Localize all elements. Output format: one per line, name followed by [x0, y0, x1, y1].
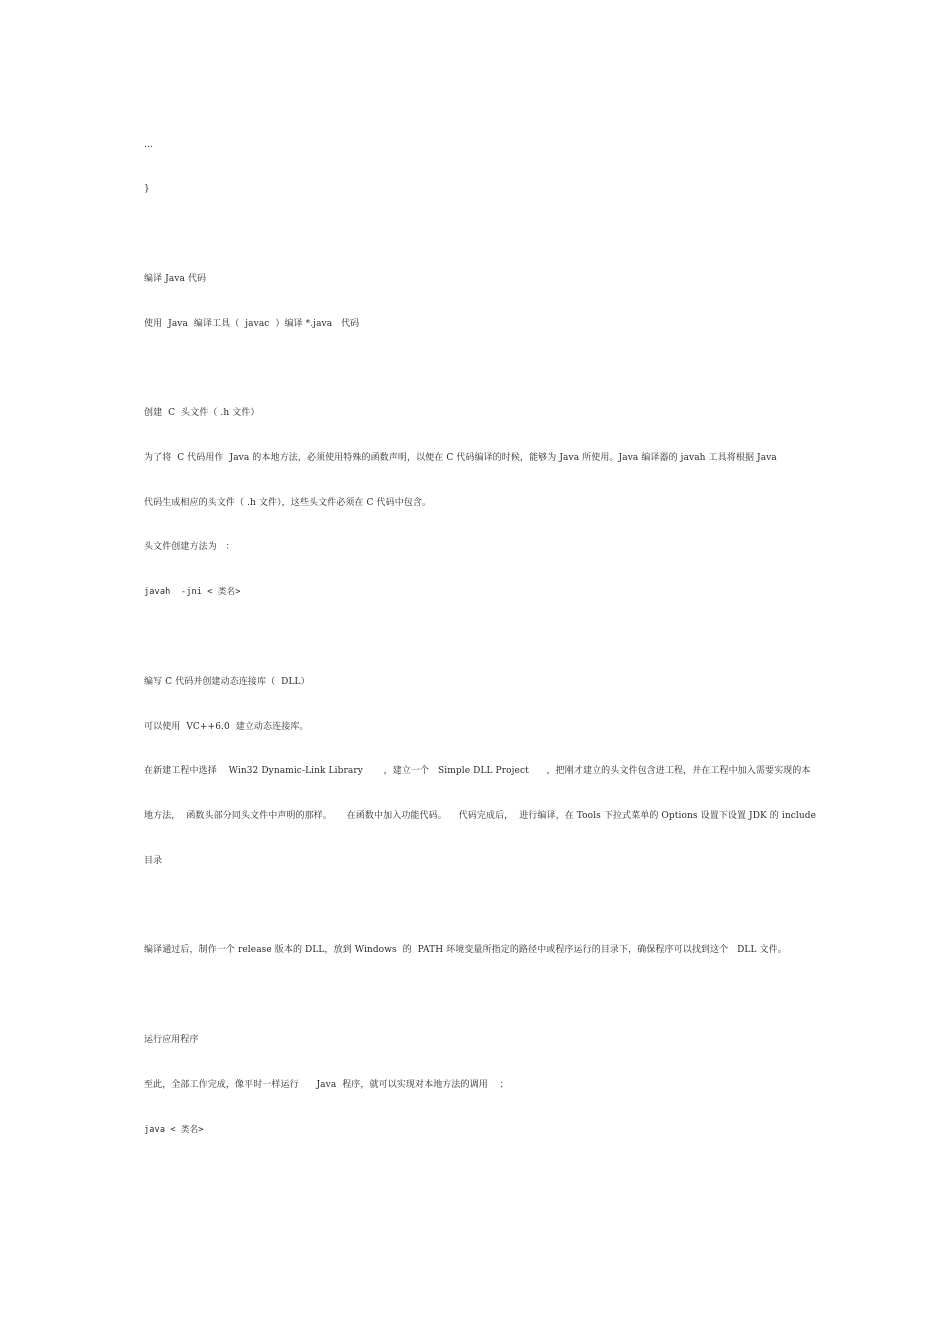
paragraph-compile-java: 使用 Java 编译工具（ javac ）编译 *.java 代码 — [144, 319, 360, 329]
paragraph-write-c-line4: 目录 — [144, 856, 163, 866]
ellipsis-text: … — [144, 140, 154, 150]
header-method-label: 头文件创建方法为 ： — [144, 542, 235, 552]
closing-brace: } — [144, 184, 150, 194]
java-command: java < 类名> — [144, 1125, 204, 1135]
javah-command: javah -jni < 类名> — [144, 587, 241, 597]
paragraph-write-c-line2: 在新建工程中选择 Win32 Dynamic-Link Library ，建立一个 Simple DLL Project ，把刚才建立的头文件包含进工程，并在工程中加入需要实现的本 — [144, 766, 811, 776]
paragraph-run-app: 至此，全部工作完成，像平时一样运行 Java 程序，就可以实现对本地方法的调用 ； — [144, 1080, 509, 1090]
paragraph-write-c-line5: 编译通过后，制作一个 release 版本的 DLL，放到 Windows 的 PATH 环境变量所指定的路径中或程序运行的目录下，确保程序可以找到这个 DLL 文件。 — [144, 945, 787, 955]
heading-run-app: 运行应用程序 — [144, 1035, 199, 1045]
heading-compile-java: 编译 Java 代码 — [144, 274, 207, 284]
paragraph-create-header-line2: 代码生成相应的头文件（ .h 文件），这些头文件必须在 C 代码中包含。 — [144, 498, 432, 508]
heading-write-c: 编写 C 代码并创建动态连接库（ DLL） — [144, 677, 310, 687]
paragraph-write-c-line3: 地方法， 函数头部分同头文件中声明的那样。 在函数中加入功能代码。 代码完成后， 进行编译，在 Tools 下拉式菜单的 Options 设置下设置 JDK 的 include — [144, 811, 817, 821]
paragraph-write-c-line1: 可以使用 VC++6.0 建立动态连接库。 — [144, 722, 309, 732]
heading-create-header: 创建 C 头文件（ .h 文件） — [144, 408, 260, 418]
paragraph-create-header-line1: 为了将 C 代码用作 Java 的本地方法，必须使用特殊的函数声明，以便在 C 代码编译的时候，能够为 Java 所使用。Java 编译器的 javah 工具将根据 Java — [144, 453, 777, 463]
